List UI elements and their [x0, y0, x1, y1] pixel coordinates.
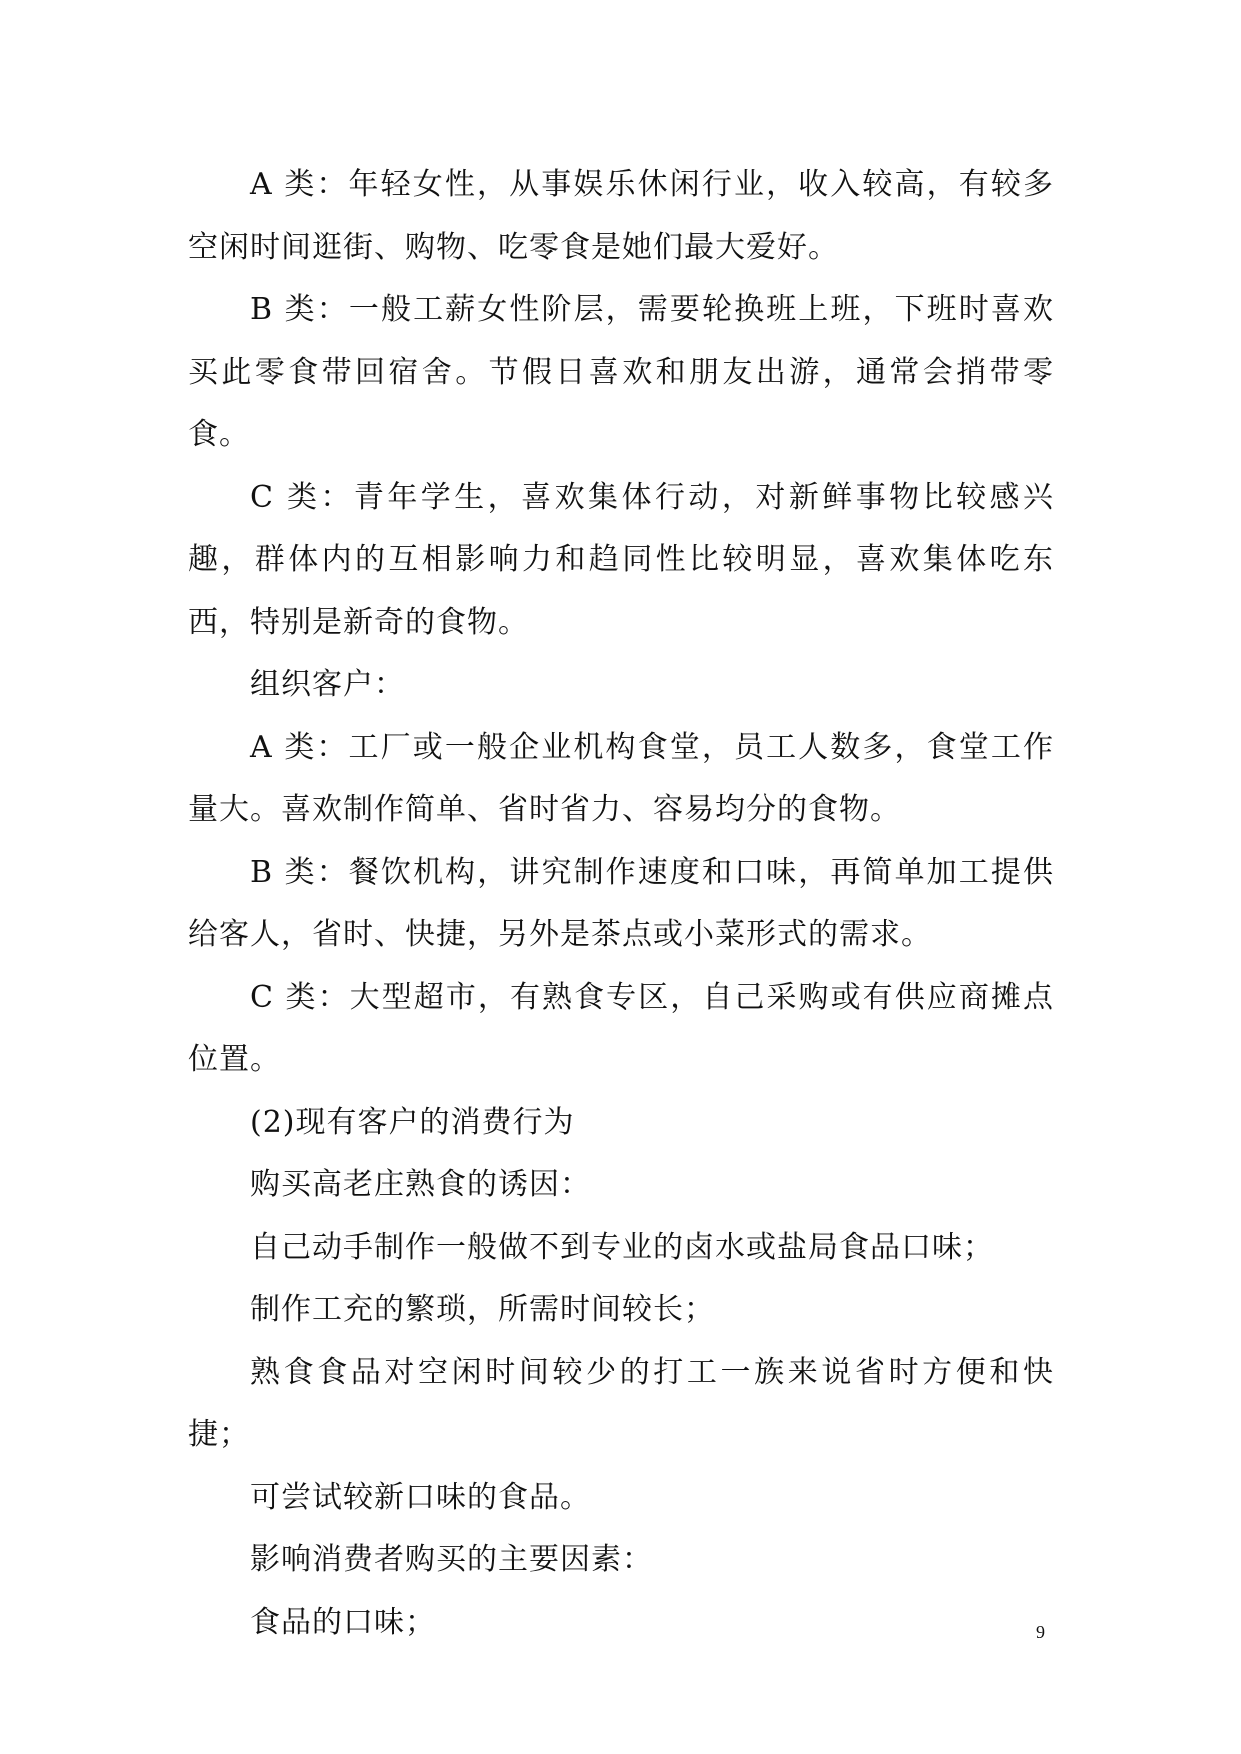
list-item-motive-4: 可尝试较新口味的食品。 — [250, 1479, 591, 1515]
paragraph-individual-b: B 类：一般工薪女性阶层，需要轮换班上班，下班时喜欢买此零食带回宿舍。节假日喜欢和朋友出游，通常会捎带零食。 — [188, 292, 1054, 452]
page-content — [188, 154, 1054, 1654]
paragraph-organization-b: B 类：餐饮机构，讲究制作速度和口味，再简单加工提供给客人，省时、快捷，另外是茶点或小菜形式的需求。 — [188, 854, 1054, 952]
list-item-factor-1: 食品的口味； — [250, 1604, 436, 1640]
section-heading-consumer-behavior: (2)现有客户的消费行为 — [250, 1104, 575, 1140]
subheading-purchase-factors: 影响消费者购买的主要因素： — [250, 1542, 653, 1577]
list-item-motive-1: 自己动手制作一般做不到专业的卤水或盐局食品口味； — [250, 1229, 994, 1265]
paragraph-organization-c: C 类：大型超市，有熟食专区，自己采购或有供应商摊点位置。 — [188, 979, 1054, 1077]
paragraph-individual-c: C 类：青年学生，喜欢集体行动，对新鲜事物比较感兴趣，群体内的互相影响力和趋同性比较明显，喜欢集体吃东西，特别是新奇的食物。 — [188, 479, 1054, 640]
paragraph-organization-a: A 类：工厂或一般企业机构食堂，员工人数多，食堂工作量大。喜欢制作简单、省时省力、容易均分的食物。 — [188, 729, 1054, 827]
list-item-motive-2: 制作工充的繁琐，所需时间较长； — [250, 1292, 715, 1327]
list-item-motive-3: 熟食食品对空闲时间较少的打工一族来说省时方便和快捷； — [188, 1354, 1054, 1452]
page-number: 9 — [1036, 1622, 1045, 1642]
subheading-purchase-motives: 购买高老庄熟食的诱因： — [250, 1167, 591, 1202]
heading-organization-customers: 组织客户： — [250, 667, 405, 702]
paragraph-individual-a: A 类：年轻女性，从事娱乐休闲行业，收入较高，有较多空闲时间逛街、购物、吃零食是她们最大爱好。 — [188, 167, 1054, 265]
